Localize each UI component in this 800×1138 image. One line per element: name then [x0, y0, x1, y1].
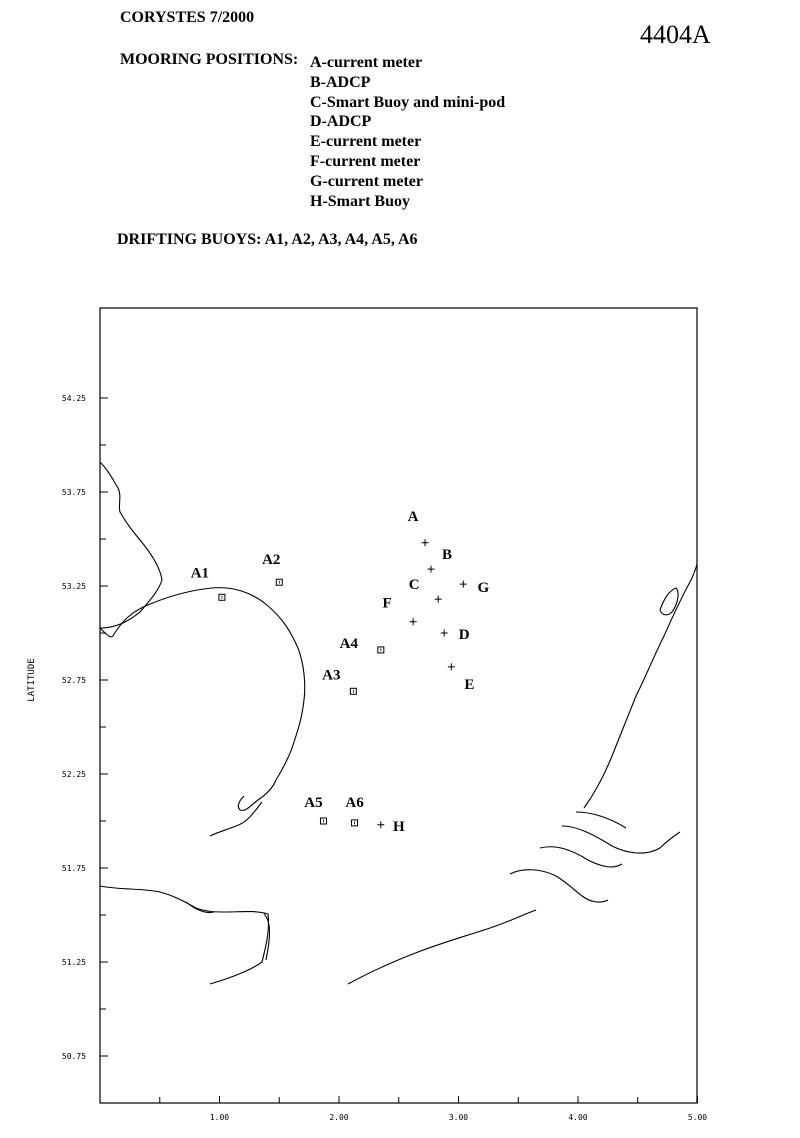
mooring-label: F [382, 595, 392, 612]
cruise-title: CORYSTES 7/2000 [120, 9, 255, 26]
mooring-marker-f [383, 596, 417, 626]
lon-axis [160, 1096, 708, 1122]
drifter-marker-a3 [322, 667, 356, 694]
mooring-label: C [408, 577, 420, 594]
mooring-label: H [392, 818, 405, 835]
lon-tick-label: 3.00 [448, 1113, 469, 1122]
drifter-label: A2 [262, 552, 281, 569]
lon-tick-label: 4.00 [568, 1113, 588, 1122]
map-frame [100, 308, 697, 1103]
mooring-label: A [407, 508, 419, 525]
lat-tick-label: 50.75 [61, 1052, 86, 1061]
mooring-list-item: E-current meter [310, 133, 422, 151]
lon-tick-label: 2.00 [329, 1113, 349, 1122]
mooring-positions-heading: MOORING POSITIONS: [120, 51, 299, 68]
mooring-label: D [458, 627, 470, 643]
drifter-marker-a1 [191, 565, 225, 600]
mooring-label: E [464, 676, 475, 693]
mooring-marker-a [408, 509, 429, 547]
drifting-buoys-heading: DRIFTING BUOYS: [117, 231, 262, 248]
mooring-marker-h [377, 819, 405, 835]
mooring-list-item: C-Smart Buoy and mini-pod [310, 93, 506, 111]
drifter-points [191, 552, 384, 826]
drifter-label: A6 [345, 794, 364, 811]
lon-tick-label: 5.00 [687, 1113, 708, 1122]
mooring-list-item: G-current meter [310, 172, 423, 190]
mooring-marker-e [448, 663, 475, 693]
mooring-marker-c [409, 577, 442, 603]
lat-tick-label: 51.25 [61, 958, 86, 967]
drifter-marker-a2 [262, 552, 282, 585]
coastline [100, 462, 697, 984]
mooring-marker-b [428, 547, 453, 573]
lat-tick-label: 53.25 [61, 582, 86, 591]
drifter-label: A5 [304, 795, 323, 811]
y-axis-label: LATITUDE [27, 658, 37, 702]
mooring-list-item: F-current meter [310, 152, 421, 170]
drifter-label: A3 [322, 667, 341, 684]
mooring-list-item: H-Smart Buoy [310, 192, 410, 210]
mooring-marker-d [441, 627, 470, 643]
drifter-marker-a6 [345, 795, 364, 826]
mooring-list-item: B-ADCP [310, 73, 371, 91]
mooring-label: G [477, 580, 490, 597]
reference-number: 4404A [640, 20, 711, 49]
lat-tick-label: 52.75 [61, 676, 86, 685]
lat-tick-label: 51.75 [61, 864, 86, 873]
mooring-label: B [442, 547, 453, 564]
mooring-points [377, 509, 489, 835]
mooring-list-item: D-ADCP [310, 113, 372, 131]
mooring-marker-g [460, 580, 490, 596]
lon-tick-label: 1.00 [209, 1113, 230, 1122]
drifter-label: A4 [339, 635, 358, 652]
mooring-list-item: A-current meter [310, 54, 423, 71]
lat-axis [62, 394, 108, 1061]
drifter-marker-a4 [340, 636, 384, 653]
drifting-buoys-list: A1, A2, A3, A4, A5, A6 [264, 231, 418, 248]
drifter-label: A1 [190, 565, 210, 582]
drifter-marker-a5 [304, 795, 326, 824]
lat-tick-label: 53.75 [61, 488, 86, 497]
lat-tick-label: 54.25 [61, 394, 86, 403]
lat-tick-label: 52.25 [61, 770, 86, 779]
